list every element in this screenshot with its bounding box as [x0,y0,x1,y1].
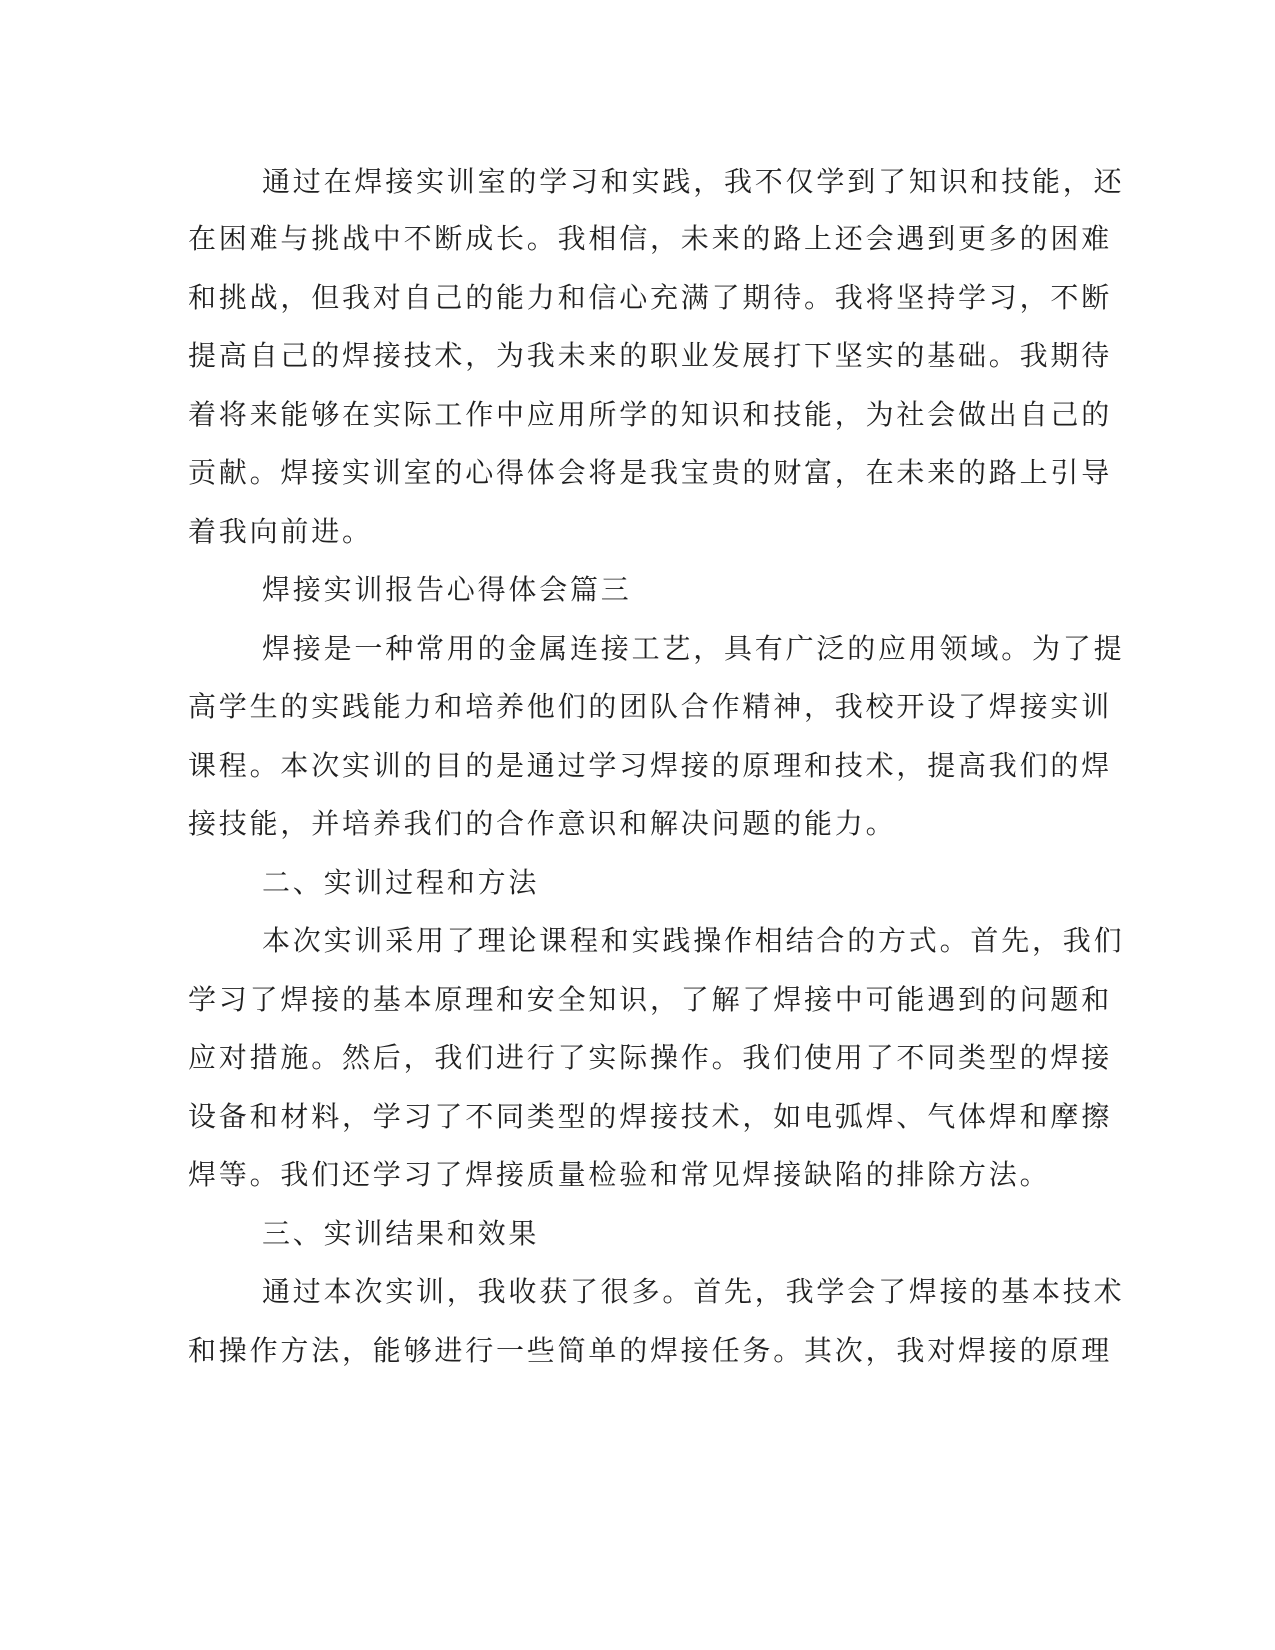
paragraph-line: 在困难与挑战中不断成长。我相信，未来的路上还会遇到更多的困难 [188,222,1113,255]
paragraph-line: 提高自己的焊接技术，为我未来的职业发展打下坚实的基础。我期待 [188,339,1113,372]
paragraph-line: 接技能，并培养我们的合作意识和解决问题的能力。 [188,807,897,840]
paragraph-line: 设备和材料，学习了不同类型的焊接技术，如电弧焊、气体焊和摩擦 [188,1100,1113,1133]
paragraph-line: 通过本次实训，我收获了很多。首先，我学会了焊接的基本技术 [262,1275,1125,1308]
paragraph-line: 和挑战，但我对自己的能力和信心充满了期待。我将坚持学习，不断 [188,281,1113,314]
paragraph-line: 焊接是一种常用的金属连接工艺，具有广泛的应用领域。为了提 [262,632,1125,665]
paragraph-line: 着我向前进。 [188,515,373,548]
section-heading: 三、实训结果和效果 [262,1217,540,1250]
paragraph-line: 应对措施。然后，我们进行了实际操作。我们使用了不同类型的焊接 [188,1041,1113,1074]
section-heading: 二、实训过程和方法 [262,866,540,899]
paragraph-line: 着将来能够在实际工作中应用所学的知识和技能，为社会做出自己的 [188,398,1113,431]
paragraph-line: 本次实训采用了理论课程和实践操作相结合的方式。首先，我们 [262,924,1125,957]
paragraph-line: 和操作方法，能够进行一些简单的焊接任务。其次，我对焊接的原理 [188,1334,1113,1367]
section-title: 焊接实训报告心得体会篇三 [262,573,632,606]
paragraph-line: 学习了焊接的基本原理和安全知识，了解了焊接中可能遇到的问题和 [188,983,1113,1016]
paragraph-line: 焊等。我们还学习了焊接质量检验和常见焊接缺陷的排除方法。 [188,1158,1051,1191]
paragraph-line: 课程。本次实训的目的是通过学习焊接的原理和技术，提高我们的焊 [188,749,1113,782]
paragraph-line: 贡献。焊接实训室的心得体会将是我宝贵的财富，在未来的路上引导 [188,456,1113,489]
paragraph-line: 通过在焊接实训室的学习和实践，我不仅学到了知识和技能，还 [262,165,1125,198]
paragraph-line: 高学生的实践能力和培养他们的团队合作精神，我校开设了焊接实训 [188,690,1113,723]
